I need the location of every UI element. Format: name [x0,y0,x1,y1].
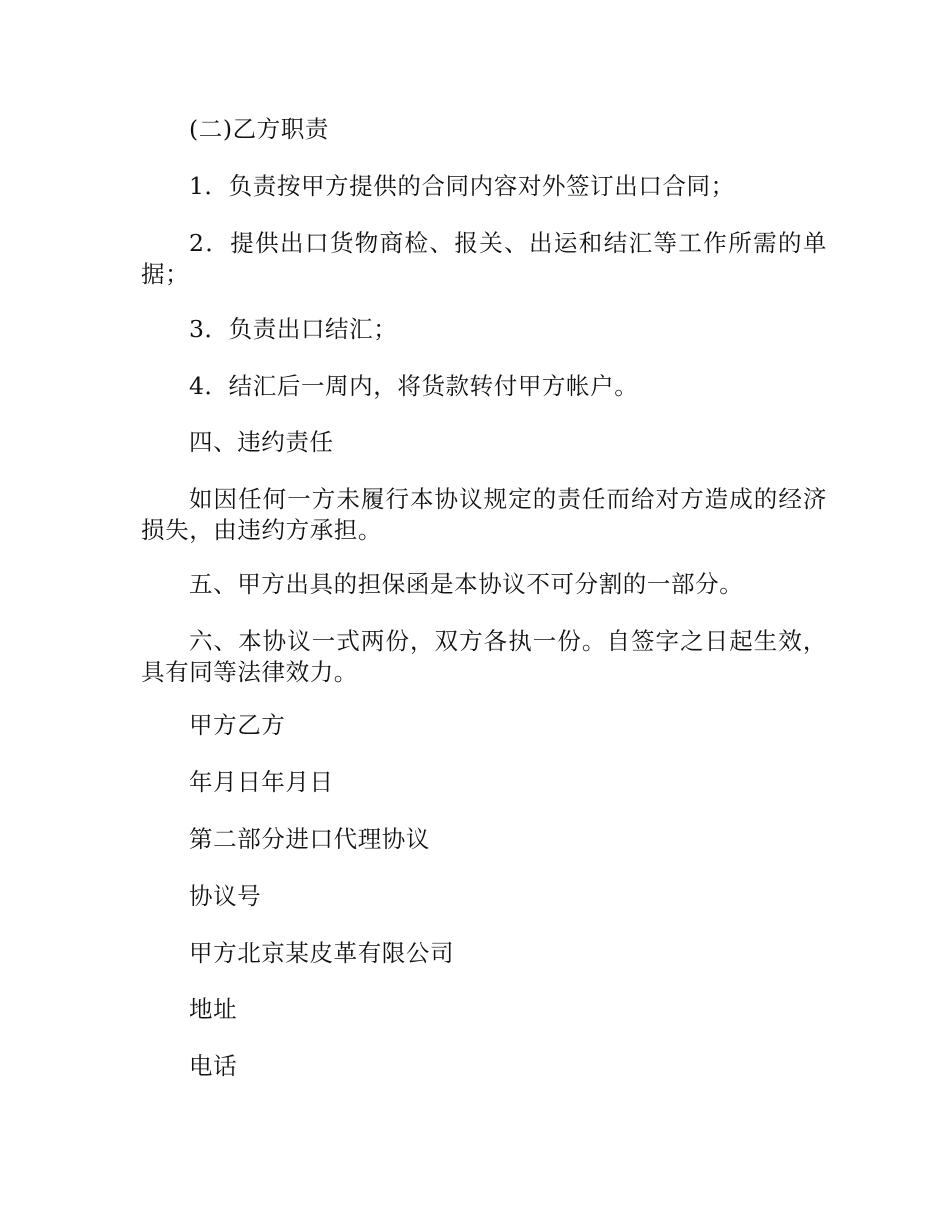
section-heading-party-b-duties: (二)乙方职责 [189,115,330,143]
clause-six: 六、本协议一式两份，双方各执一份。自签字之日起生效，具有同等法律效力。 [141,627,827,686]
section-heading-liability: 四、违约责任 [189,428,334,456]
duty-item-3: 3．负责出口结汇； [189,315,398,343]
duty-item-2: 2．提供出口货物商检、报关、出运和结汇等工作所需的单据； [141,229,827,288]
liability-clause: 如因任何一方未履行本协议规定的责任而给对方造成的经济损失，由违约方承担。 [141,485,827,544]
agreement-number-label: 协议号 [189,882,262,910]
duty-item-4: 4．结汇后一周内，将货款转付甲方帐户。 [189,372,639,400]
phone-label: 电话 [189,1052,238,1080]
signature-parties: 甲方乙方 [189,711,286,739]
party-a-name: 甲方北京某皮革有限公司 [189,939,455,967]
signature-dates: 年月日年月日 [189,768,334,796]
address-label: 地址 [189,995,238,1023]
clause-five: 五、甲方出具的担保函是本协议不可分割的一部分。 [189,570,744,598]
part-two-title: 第二部分进口代理协议 [189,825,430,853]
duty-item-1: 1．负责按甲方提供的合同内容对外签订出口合同； [189,172,735,200]
